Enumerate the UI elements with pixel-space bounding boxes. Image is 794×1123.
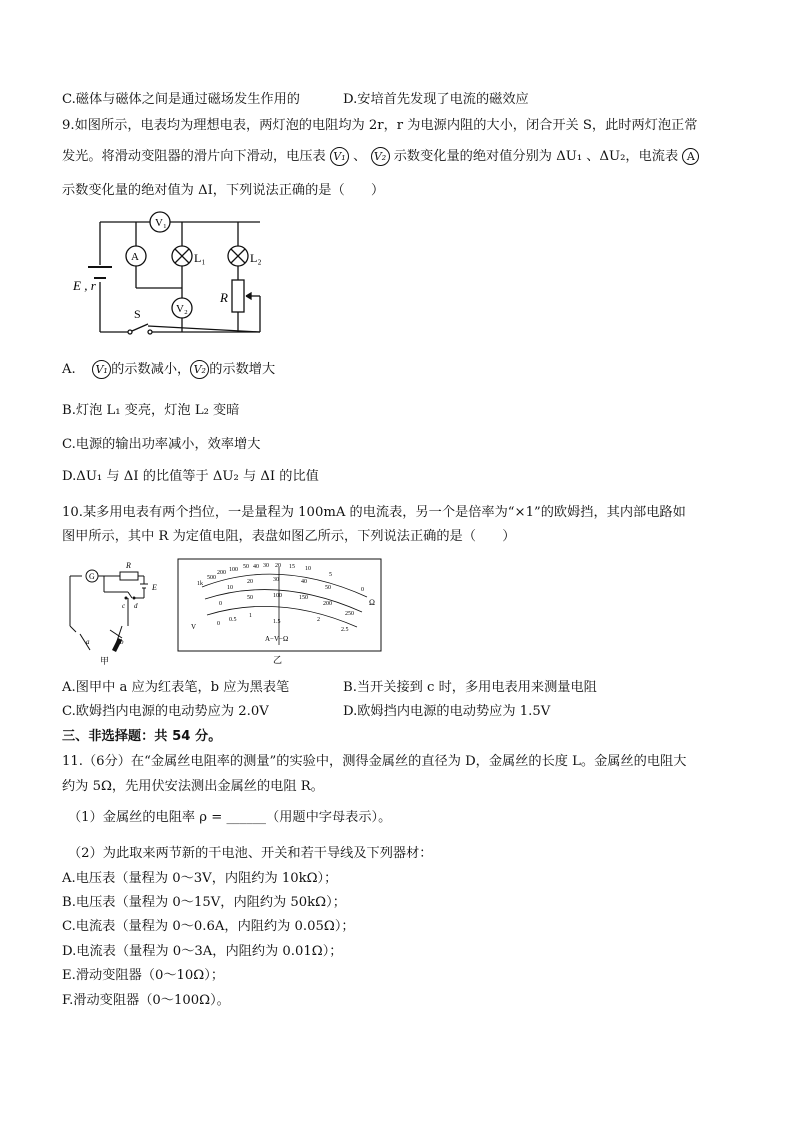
q10-figure-yi-dial xyxy=(177,557,382,667)
yi-mode-label: A−V−Ω xyxy=(265,635,289,643)
q9-stem-line2 xyxy=(62,147,699,167)
circuit-a-label: A xyxy=(131,251,139,263)
jia-caption: 甲 xyxy=(100,656,110,666)
voltmeter-v2-icon: V₂ xyxy=(190,360,209,379)
yi-ohm-tick-1k: 1k xyxy=(197,581,203,587)
jia-a-label: a xyxy=(86,638,90,646)
q9-option-a xyxy=(62,360,275,380)
circuit-er-label: E , r xyxy=(73,278,96,293)
q9-stem-line2a: 发光。将滑动变阻器的滑片向下滑动，电压表 xyxy=(62,149,326,164)
q10-stem-line1: 10.某多用电表有两个挡位，一是量程为 100mA 的电流表，另一个是倍率为“×1”的欧姆挡，其内部电路如 xyxy=(62,505,686,520)
q11-item-b: B.电压表（量程为 0～15V，内阻约为 50kΩ）； xyxy=(62,895,346,910)
jia-d-label: d xyxy=(134,602,138,610)
jia-c-label: c xyxy=(122,602,126,610)
jia-g-label: G xyxy=(89,572,95,581)
q10-stem-line2: 图甲所示，其中 R 为定值电阻，表盘如图乙所示，下列说法正确的是（ ） xyxy=(62,529,516,544)
q9-option-a-prefix: A. xyxy=(62,362,76,377)
q9-circuit-diagram xyxy=(70,210,270,340)
yi-ohm-tick-0: 0 xyxy=(361,587,364,593)
jia-b-label: b xyxy=(120,638,124,646)
yi-scale-100: 100 xyxy=(273,593,282,599)
ammeter-icon: A xyxy=(682,148,699,165)
q8-option-c: C.磁体与磁体之间是通过磁场发生作用的 xyxy=(62,92,300,107)
q11-item-f: F.滑动变阻器（0～100Ω）。 xyxy=(62,993,230,1008)
circuit-s-label: S xyxy=(134,307,141,321)
yi-scale-0: 0 xyxy=(219,601,222,607)
q9-stem-line3: 示数变化量的绝对值为 ΔI，下列说法正确的是（ ） xyxy=(62,183,385,198)
yi-v-tick-1.5: 1.5 xyxy=(273,619,281,625)
q9-option-a-mid: 的示数减小， xyxy=(111,362,191,377)
voltmeter-v1-icon: V₁ xyxy=(330,147,349,166)
q10-option-c: C.欧姆挡内电源的电动势应为 2.0V xyxy=(62,704,269,719)
q9-option-c: C.电源的输出功率减小，效率增大 xyxy=(62,437,261,452)
q11-stem-line2: 约为 5Ω，先用伏安法测出金属丝的电阻 R。 xyxy=(62,779,324,794)
q11-item-d: D.电流表（量程为 0～3A，内阻约为 0.01Ω）； xyxy=(62,944,343,959)
yi-ohm-unit: Ω xyxy=(369,598,375,607)
q9-stem-line1: 9.如图所示，电表均为理想电表，两灯泡的电阻均为 2r，r 为电源内阻的大小，闭合开关 S，此时两灯泡正常 xyxy=(62,118,698,133)
yi-mid-tick-40: 40 xyxy=(301,579,307,585)
yi-v-tick-1: 1 xyxy=(249,613,252,619)
yi-mid-tick-10: 10 xyxy=(227,585,233,591)
q11-item-c: C.电流表（量程为 0～0.6A，内阻约为 0.05Ω）； xyxy=(62,919,355,934)
q10-figure-jia xyxy=(60,558,170,668)
yi-v-tick-2: 2 xyxy=(317,617,320,623)
q11-item-a: A.电压表（量程为 0～3V，内阻约为 10kΩ）； xyxy=(62,871,338,886)
yi-ohm-tick-15: 15 xyxy=(289,564,295,570)
yi-scale-50: 50 xyxy=(247,595,253,601)
yi-v-tick-0.5: 0.5 xyxy=(229,617,237,623)
yi-ohm-tick-200: 200 xyxy=(217,570,226,576)
q9-stem-line2c: 示数变化量的绝对值分别为 ΔU₁ 、ΔU₂，电流表 xyxy=(393,149,679,164)
yi-scale-200: 200 xyxy=(323,601,332,607)
q10-option-a: A.图甲中 a 应为红表笔，b 应为黑表笔 xyxy=(62,680,290,695)
jia-r-label: R xyxy=(126,561,131,570)
yi-ohm-tick-40: 40 xyxy=(253,564,259,570)
yi-caption: 乙 xyxy=(273,655,283,665)
q8-option-d: D.安培首先发现了电流的磁效应 xyxy=(343,92,529,107)
yi-volt-unit: V xyxy=(191,623,197,631)
circuit-r-label: R xyxy=(220,290,228,305)
q9-option-b: B.灯泡 L₁ 变亮，灯泡 L₂ 变暗 xyxy=(62,403,240,418)
q9-option-a-post: 的示数增大 xyxy=(209,362,276,377)
q9-stem-line2b: 、 xyxy=(353,149,367,164)
voltmeter-v2-icon: V₂ xyxy=(371,147,390,166)
yi-v-tick-2.5: 2.5 xyxy=(341,627,349,633)
yi-ohm-tick-10: 10 xyxy=(305,566,311,572)
yi-scale-150: 150 xyxy=(299,595,308,601)
yi-scale-250: 250 xyxy=(345,611,354,617)
q10-option-b: B.当开关接到 c 时，多用电表用来测量电阻 xyxy=(343,680,597,695)
jia-e-label: E xyxy=(152,583,157,592)
yi-mid-tick-20: 20 xyxy=(247,579,253,585)
voltmeter-v1-icon: V₁ xyxy=(92,360,111,379)
q11-sub1: （1）金属丝的电阻率 ρ = ______（用题中字母表示）。 xyxy=(68,810,392,825)
section-three-heading: 三、非选择题：共 54 分。 xyxy=(62,729,222,744)
circuit-v1-label: V₁ xyxy=(155,217,167,229)
q11-sub2: （2）为此取来两节新的干电池、开关和若干导线及下列器材： xyxy=(68,846,433,861)
q10-option-d: D.欧姆挡内电源的电动势应为 1.5V xyxy=(343,704,551,719)
yi-mid-tick-30: 30 xyxy=(273,577,279,583)
circuit-v2-label: V₂ xyxy=(176,303,188,315)
yi-ohm-tick-30: 30 xyxy=(263,563,269,569)
yi-ohm-tick-50: 50 xyxy=(243,564,249,570)
circuit-l1-label: L₁ xyxy=(194,251,206,265)
yi-v-tick-0: 0 xyxy=(217,621,220,627)
circuit-l2-label: L₂ xyxy=(250,251,262,265)
q9-option-d: D.ΔU₁ 与 ΔI 的比值等于 ΔU₂ 与 ΔI 的比值 xyxy=(62,469,319,484)
yi-mid-tick-50: 50 xyxy=(325,585,331,591)
yi-ohm-tick-100: 100 xyxy=(229,567,238,573)
q11-item-e: E.滑动变阻器（0～10Ω）； xyxy=(62,968,225,983)
yi-ohm-tick-20: 20 xyxy=(275,563,281,569)
q11-stem-line1: 11.（6分）在“金属丝电阻率的测量”的实验中，测得金属丝的直径为 D，金属丝的长度 L。金属丝的电阻大 xyxy=(62,754,687,769)
yi-ohm-tick-5: 5 xyxy=(329,572,332,578)
yi-ohm-tick-500: 500 xyxy=(207,575,216,581)
